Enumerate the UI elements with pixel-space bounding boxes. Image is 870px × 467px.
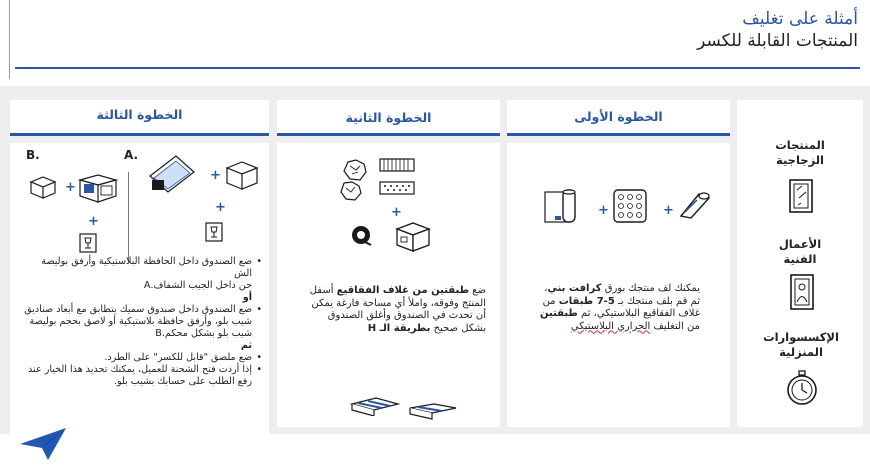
list-item: • ضع الصندوق داخل صندوق سميك يتطابق مع أبعاد صناديق شيب بلو، وأرفق حافظة بلاستيكية أو لاصق بحجم بوليصة شيب بلو بشكل محكم.B bbox=[22, 304, 262, 340]
step2-text: ضع طبقتين من غلاف الفقاقيع أسفل المنتج وفوقه، واملأ أي مساحة فارغة يمكن أن تحدث في الصندوق وأغلق الصندوق بشكل صحيح بطريقة الـ H bbox=[309, 285, 486, 334]
h-taped-box-icon bbox=[408, 402, 458, 420]
bubble-sheet-icon bbox=[378, 156, 416, 174]
fragile-label-icon bbox=[79, 233, 97, 253]
category-art-label: الأعمال الفنية bbox=[778, 237, 822, 266]
title-underline bbox=[15, 67, 860, 69]
then-separator: ثم bbox=[240, 340, 252, 351]
title-line-1: أمثلة على تغليف bbox=[742, 9, 858, 29]
list-item: • إذا أردت فتح الشحنة للعميل، يمكنك تحديد هذا الخيار عند رفع الطلب على حسابك بشيب بلو. bbox=[22, 364, 262, 388]
category-home-label: الإكسسوارات المنزلية bbox=[763, 330, 839, 359]
option-a-label: A. bbox=[124, 148, 139, 162]
kraft-paper-roll-icon bbox=[543, 186, 579, 226]
shrink-wrap-roll-icon bbox=[677, 190, 713, 220]
crumpled-paper-icon bbox=[342, 158, 368, 182]
plus-sign: + bbox=[65, 180, 76, 195]
plus-sign: + bbox=[210, 168, 221, 183]
fragile-label-icon bbox=[205, 222, 223, 242]
plus-sign: + bbox=[598, 203, 609, 218]
step3-instructions bbox=[22, 256, 262, 388]
option-divider bbox=[128, 172, 129, 262]
or-separator: أو bbox=[242, 292, 252, 303]
h-taped-box-icon bbox=[350, 396, 400, 416]
plus-sign: + bbox=[663, 203, 674, 218]
left-margin-rule bbox=[9, 0, 10, 79]
clock-icon bbox=[785, 370, 819, 406]
step3-header: الخطوة الثالثة bbox=[10, 100, 269, 136]
box-icon bbox=[223, 158, 261, 192]
box-icon bbox=[28, 174, 58, 200]
list-item: • ضع الصندوق داخل الحافظة البلاستيكية وأرفق بوليصة الش حن داخل الجيب الشفاف.A bbox=[22, 256, 262, 292]
glass-frame-icon bbox=[787, 176, 815, 216]
plus-sign: + bbox=[215, 200, 226, 215]
step2-header: الخطوة الثانية bbox=[277, 100, 500, 136]
box-icon bbox=[393, 219, 433, 253]
plastic-pouch-icon bbox=[146, 152, 198, 196]
step1-text: يمكنك لف منتجك بورق كرافت بني، ثم قم بلف منتجك بـ 5-7 طبقات من غلاف الفقاقيع البلاستيكي، ثم طبقتين من التغليف الحراري البلاستيكي bbox=[539, 283, 700, 332]
step1-header: الخطوة الأولى bbox=[507, 100, 730, 136]
category-glass-label: المنتجات الزجاجية bbox=[775, 138, 825, 167]
artwork-frame-icon bbox=[789, 273, 815, 311]
labelled-box-icon bbox=[76, 172, 120, 204]
bubble-sheet-icon bbox=[378, 180, 416, 196]
page-title bbox=[697, 8, 858, 52]
option-b-label: B. bbox=[26, 148, 40, 162]
tape-roll-icon bbox=[349, 223, 373, 247]
plus-sign: + bbox=[88, 214, 99, 229]
bubble-wrap-roll-icon bbox=[610, 186, 650, 226]
brand-logo bbox=[18, 424, 68, 464]
plus-sign: + bbox=[391, 205, 402, 220]
list-item: • ضع ملصق "قابل للكسر" على الطرد. bbox=[22, 352, 262, 364]
title-line-2: المنتجات القابلة للكسر bbox=[697, 31, 858, 51]
crumpled-paper-icon bbox=[339, 180, 363, 202]
